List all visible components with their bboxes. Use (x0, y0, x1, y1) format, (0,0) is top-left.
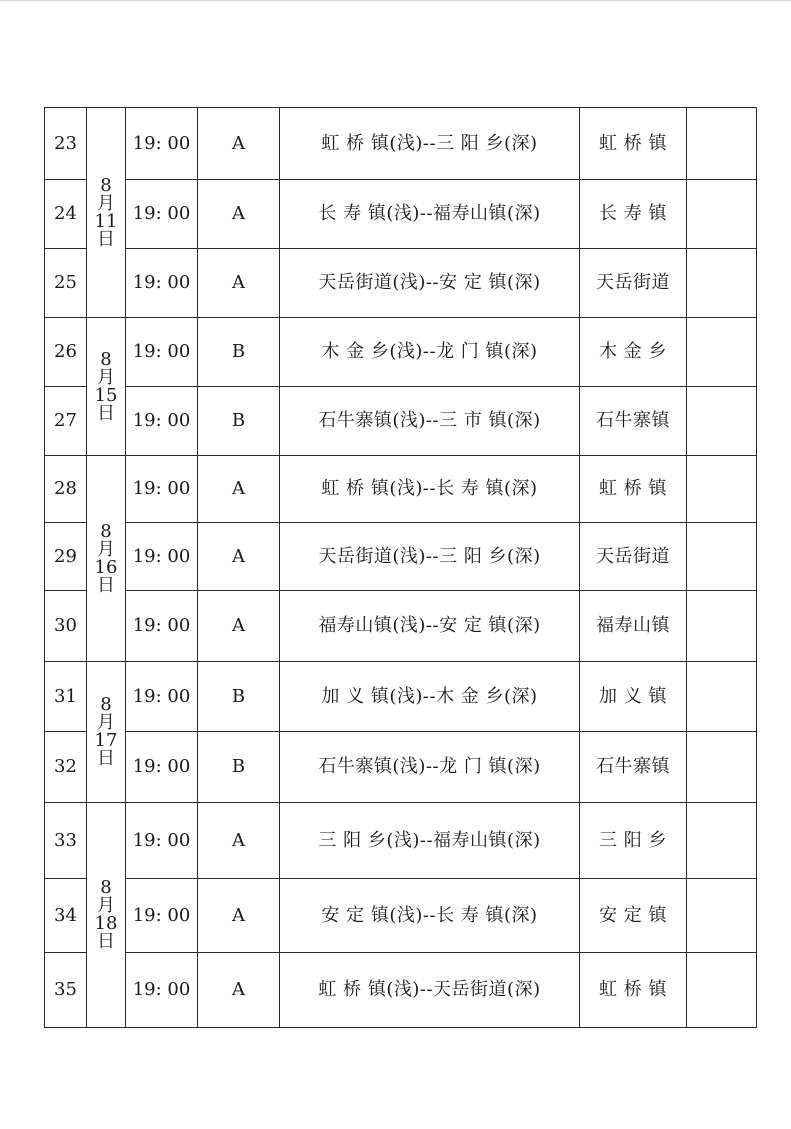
match-group: B (198, 732, 280, 803)
table-row (45, 456, 757, 523)
match-time: 19: 00 (126, 732, 198, 803)
match-note (687, 879, 757, 953)
match-note (687, 180, 757, 249)
match-time: 19: 00 (126, 456, 198, 523)
match-number: 34 (45, 879, 87, 953)
match-host: 福寿山镇 (580, 591, 687, 662)
table-row (45, 732, 757, 803)
match-teams: 天岳街道(浅)--三 阳 乡(深) (280, 523, 580, 591)
match-time: 19: 00 (126, 180, 198, 249)
match-host: 石牛寨镇 (580, 732, 687, 803)
match-number: 29 (45, 523, 87, 591)
match-group: B (198, 662, 280, 732)
match-group: A (198, 953, 280, 1028)
match-teams: 木 金 乡(浅)--龙 门 镇(深) (280, 318, 580, 387)
match-group: A (198, 879, 280, 953)
match-schedule-table (44, 107, 757, 1028)
match-host: 石牛寨镇 (580, 387, 687, 456)
match-date: 8 月 16 日 (87, 456, 126, 662)
match-number: 32 (45, 732, 87, 803)
match-date: 8 月 15 日 (87, 318, 126, 456)
match-time: 19: 00 (126, 318, 198, 387)
match-note (687, 249, 757, 318)
match-time: 19: 00 (126, 108, 198, 180)
match-number: 26 (45, 318, 87, 387)
match-time: 19: 00 (126, 523, 198, 591)
match-note (687, 662, 757, 732)
match-date: 8 月 11 日 (87, 108, 126, 318)
match-host: 长 寿 镇 (580, 180, 687, 249)
table-row (45, 249, 757, 318)
match-group: A (198, 456, 280, 523)
match-teams: 长 寿 镇(浅)--福寿山镇(深) (280, 180, 580, 249)
table-row (45, 108, 757, 180)
match-note (687, 953, 757, 1028)
match-host: 木 金 乡 (580, 318, 687, 387)
table-row (45, 662, 757, 732)
match-note (687, 803, 757, 879)
table-row (45, 591, 757, 662)
match-note (687, 523, 757, 591)
match-note (687, 591, 757, 662)
match-number: 31 (45, 662, 87, 732)
match-time: 19: 00 (126, 249, 198, 318)
table-row (45, 953, 757, 1028)
match-teams: 加 义 镇(浅)--木 金 乡(深) (280, 662, 580, 732)
match-number: 24 (45, 180, 87, 249)
match-time: 19: 00 (126, 662, 198, 732)
match-number: 28 (45, 456, 87, 523)
match-teams: 三 阳 乡(浅)--福寿山镇(深) (280, 803, 580, 879)
match-teams: 安 定 镇(浅)--长 寿 镇(深) (280, 879, 580, 953)
match-note (687, 318, 757, 387)
match-note (687, 456, 757, 523)
match-number: 35 (45, 953, 87, 1028)
match-host: 加 义 镇 (580, 662, 687, 732)
table-row (45, 803, 757, 879)
match-date: 8 月 17 日 (87, 662, 126, 803)
match-group: B (198, 387, 280, 456)
table-row (45, 387, 757, 456)
match-note (687, 387, 757, 456)
match-group: A (198, 803, 280, 879)
match-host: 天岳街道 (580, 249, 687, 318)
match-date: 8 月 18 日 (87, 803, 126, 1028)
match-teams: 石牛寨镇(浅)--三 市 镇(深) (280, 387, 580, 456)
match-number: 23 (45, 108, 87, 180)
match-group: A (198, 249, 280, 318)
table-row (45, 180, 757, 249)
match-time: 19: 00 (126, 387, 198, 456)
match-teams: 石牛寨镇(浅)--龙 门 镇(深) (280, 732, 580, 803)
match-number: 33 (45, 803, 87, 879)
match-note (687, 732, 757, 803)
match-number: 25 (45, 249, 87, 318)
match-number: 30 (45, 591, 87, 662)
table-row (45, 523, 757, 591)
match-group: A (198, 108, 280, 180)
match-group: B (198, 318, 280, 387)
match-number: 27 (45, 387, 87, 456)
match-note (687, 108, 757, 180)
page-top-edge (0, 0, 791, 1)
table-row (45, 879, 757, 953)
match-teams: 虹 桥 镇(浅)--天岳街道(深) (280, 953, 580, 1028)
table-row (45, 318, 757, 387)
match-teams: 虹 桥 镇(浅)--三 阳 乡(深) (280, 108, 580, 180)
match-group: A (198, 523, 280, 591)
match-teams: 天岳街道(浅)--安 定 镇(深) (280, 249, 580, 318)
match-group: A (198, 180, 280, 249)
match-teams: 虹 桥 镇(浅)--长 寿 镇(深) (280, 456, 580, 523)
match-host: 安 定 镇 (580, 879, 687, 953)
match-host: 虹 桥 镇 (580, 456, 687, 523)
match-group: A (198, 591, 280, 662)
match-host: 三 阳 乡 (580, 803, 687, 879)
match-host: 天岳街道 (580, 523, 687, 591)
match-teams: 福寿山镇(浅)--安 定 镇(深) (280, 591, 580, 662)
match-time: 19: 00 (126, 591, 198, 662)
match-host: 虹 桥 镇 (580, 108, 687, 180)
match-time: 19: 00 (126, 803, 198, 879)
match-time: 19: 00 (126, 879, 198, 953)
match-host: 虹 桥 镇 (580, 953, 687, 1028)
match-time: 19: 00 (126, 953, 198, 1028)
